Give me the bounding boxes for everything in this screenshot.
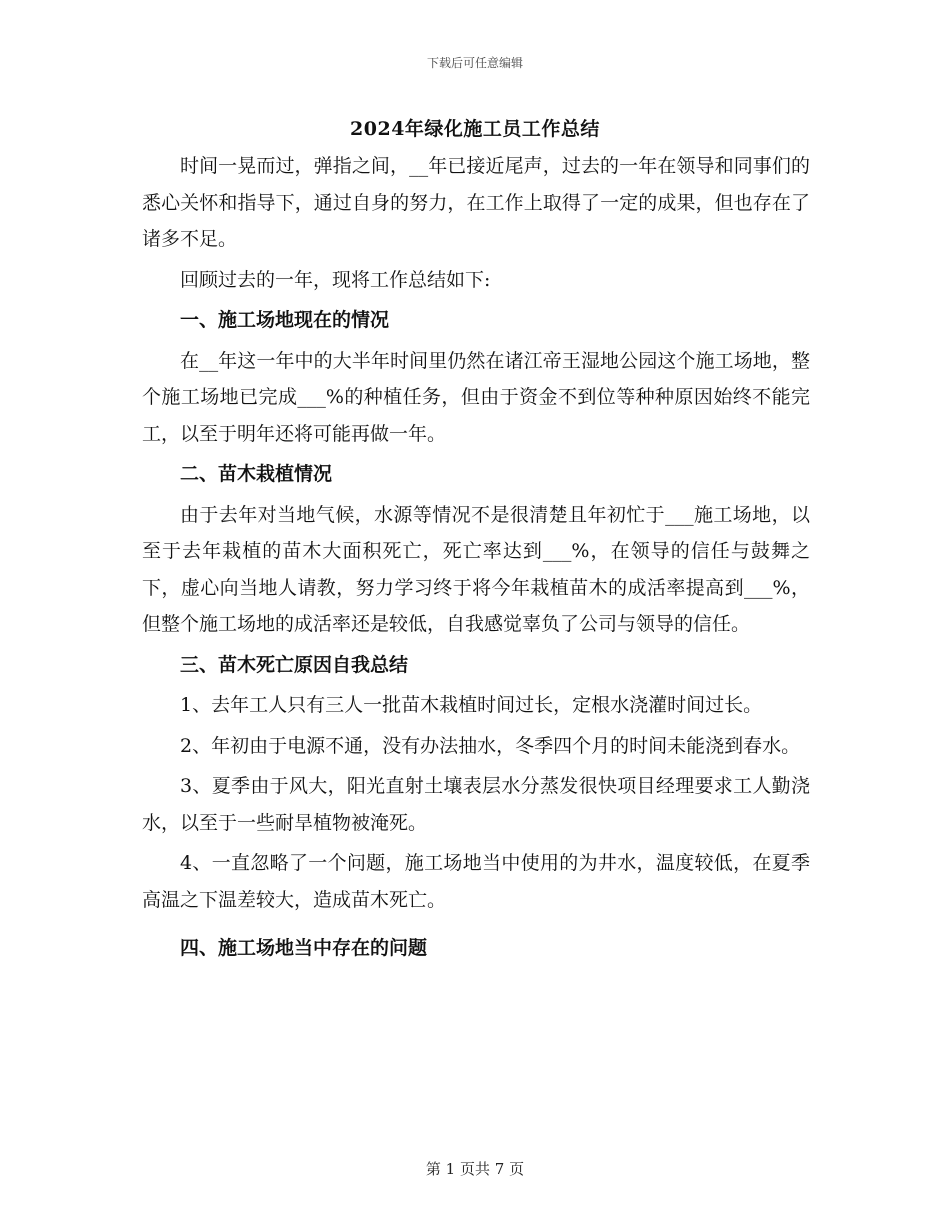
list-item-4: 4、一直忽略了一个问题，施工场地当中使用的为井水，温度较低，在夏季高温之下温差较大，造成苗木死亡。	[142, 852, 810, 911]
section-heading-3: 三、苗木死亡原因自我总结	[180, 653, 409, 676]
review-paragraph: 回顾过去的一年，现将工作总结如下:	[180, 268, 491, 291]
list-item-3: 3、夏季由于风大，阳光直射土壤表层水分蒸发很快项目经理要求工人勤浇水，以至于一些耐旱植物被淹死。	[142, 775, 810, 834]
list-item-1: 1、去年工人只有三人一批苗木栽植时间过长，定根水浇灌时间过长。	[180, 694, 763, 716]
section-heading-2: 二、苗木栽植情况	[180, 463, 333, 485]
intro-paragraph: 时间一晃而过，弹指之间，__年已接近尾声，过去的一年在领导和同事们的悉心关怀和指导下，通过自身的努力，在工作上取得了一定的成果，但也存在了诸多不足。	[142, 155, 810, 250]
section-heading-4: 四、施工场地当中存在的问题	[180, 937, 428, 959]
document-title: 2024年绿化施工员工作总结	[350, 118, 600, 140]
section-1-paragraph: 在__年这一年中的大半年时间里仍然在诸江帝王湿地公园这个施工场地，整个施工场地已完成___%的种植任务，但由于资金不到位等种种原因始终不能完工，以至于明年还将可能再做一年。	[142, 349, 810, 445]
section-heading-1: 一、施工场地现在的情况	[180, 309, 390, 331]
list-item-2: 2、年初由于电源不通，没有办法抽水，冬季四个月的时间未能浇到春水。	[180, 734, 801, 757]
page-footer: 第 1 页共 7 页	[425, 1160, 525, 1178]
section-2-paragraph: 由于去年对当地气候，水源等情况不是很清楚且年初忙于___施工场地，以至于去年栽植的苗木大面积死亡，死亡率达到___%，在领导的信任与鼓舞之下，虚心向当地人请教，努力学习终于将今年栽植苗木的成活率提高到___%，但整个施工场地的成活率还是较低，自我感觉辜负了公司与领导的信任。	[142, 503, 810, 635]
document-body	[142, 148, 810, 967]
header-note: 下载后可任意编辑	[426, 56, 523, 70]
